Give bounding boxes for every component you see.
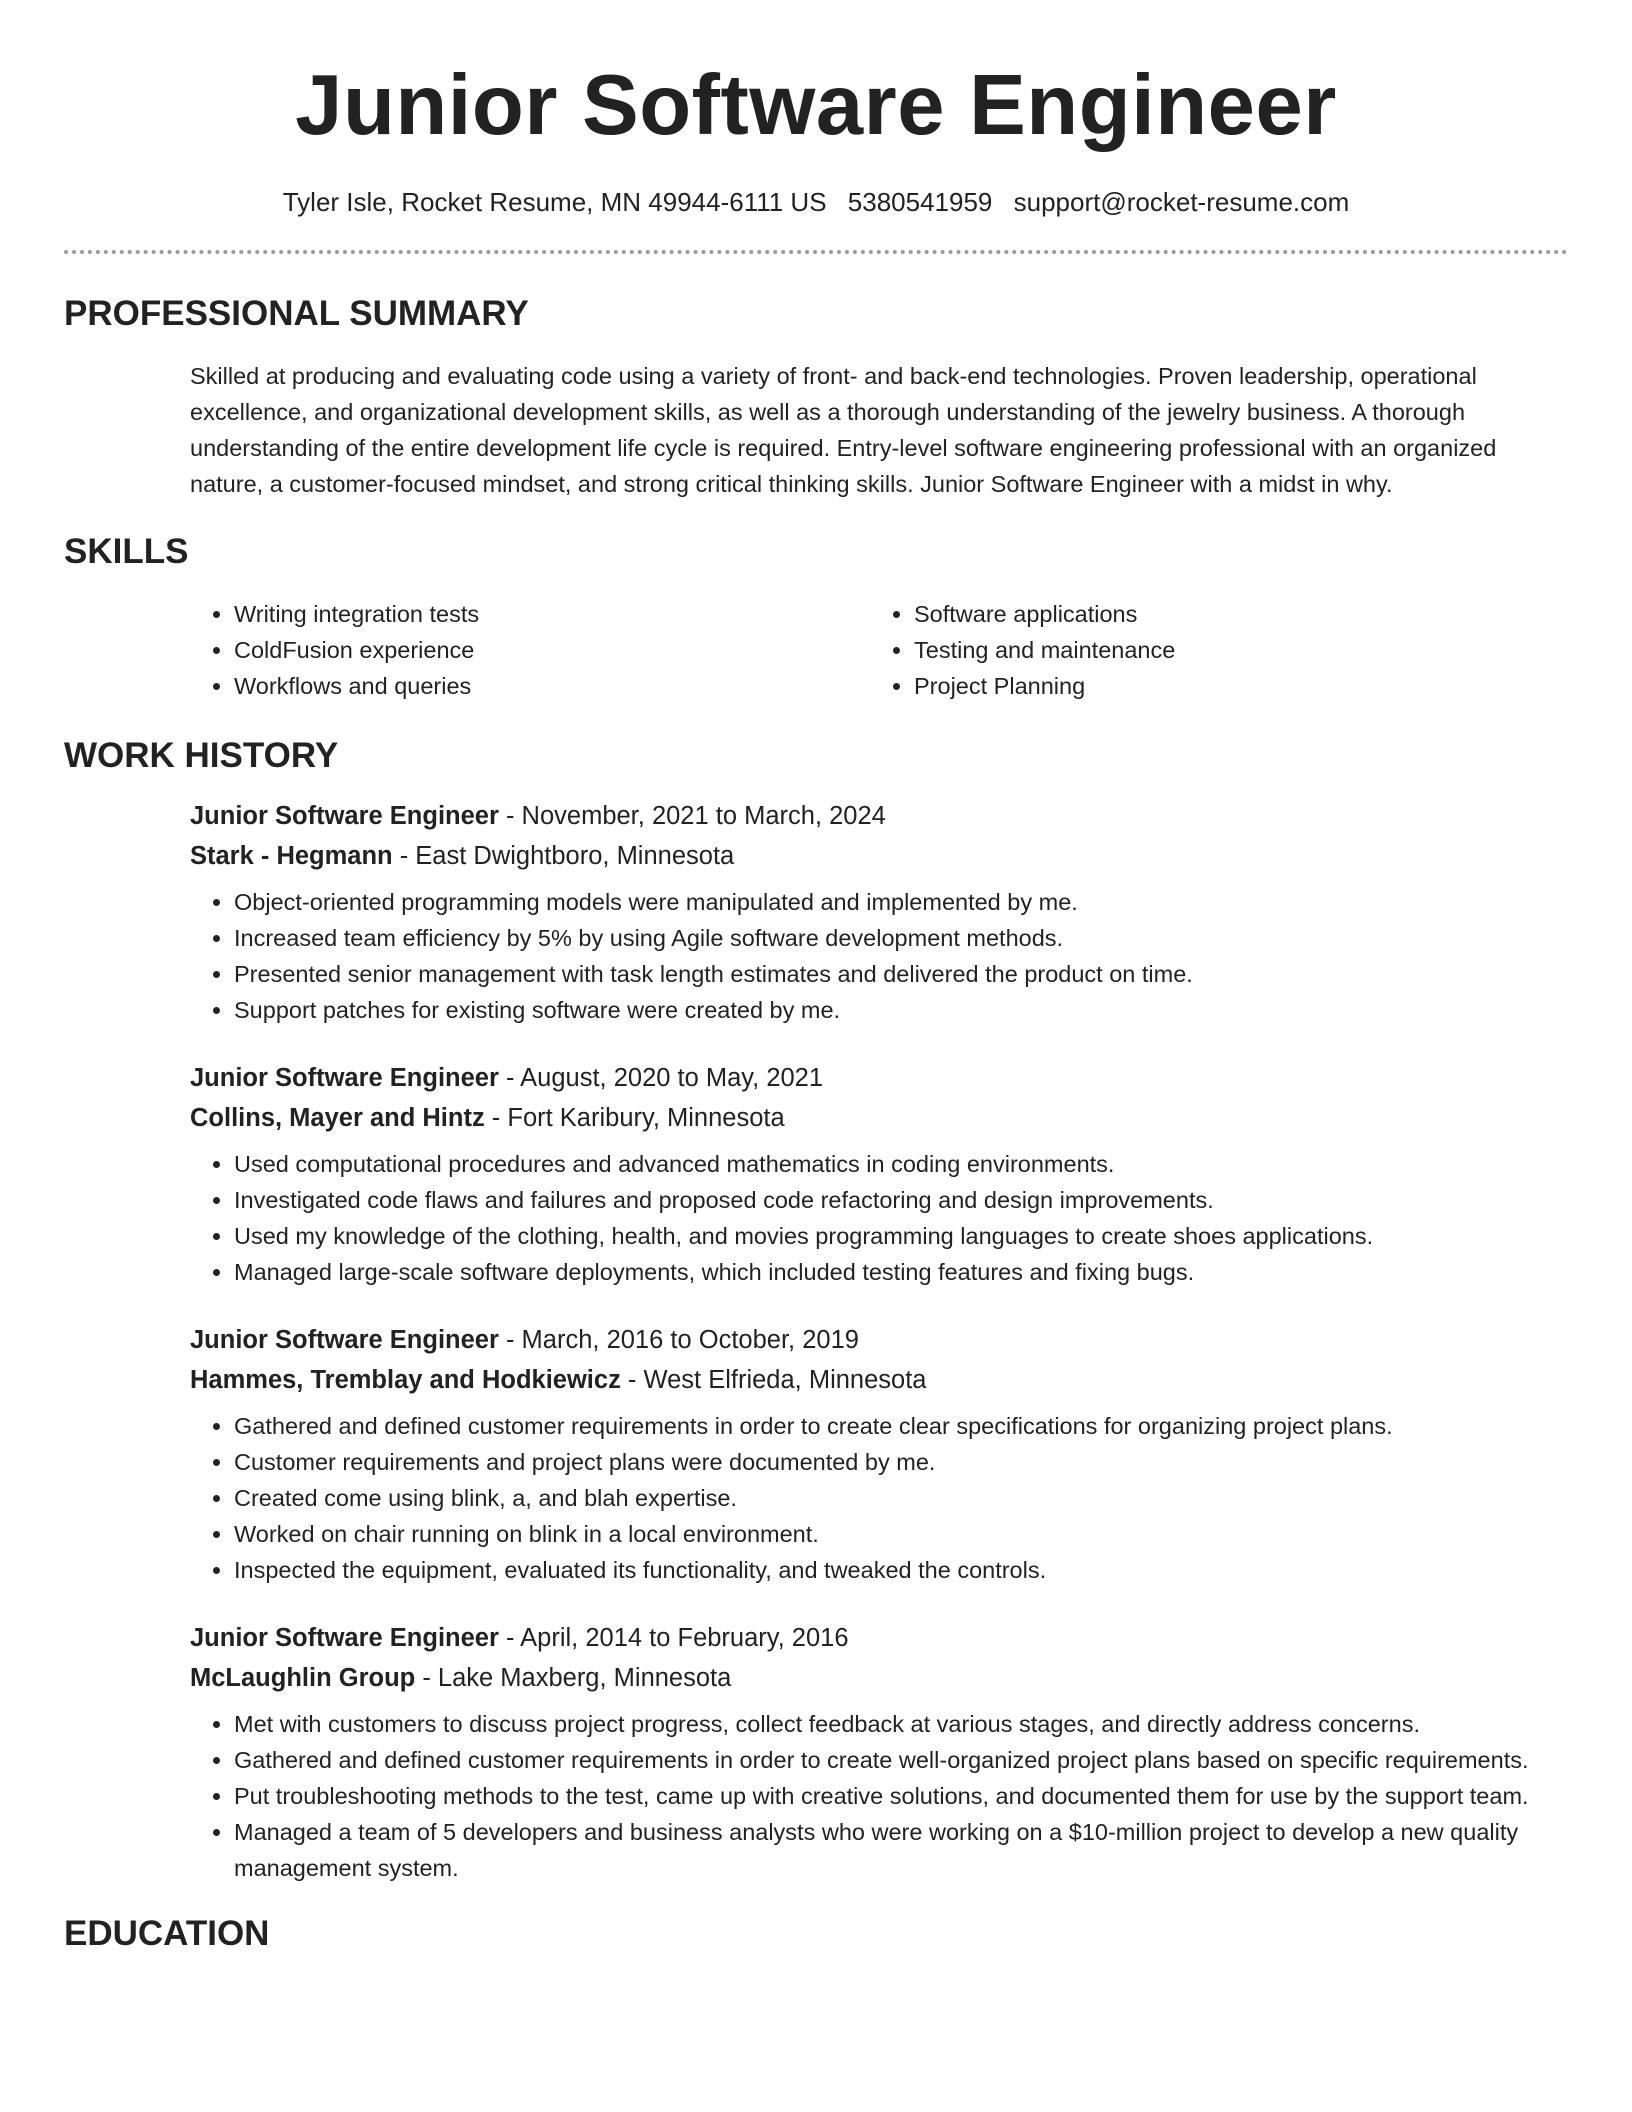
job-location: - East Dwightboro, Minnesota <box>392 842 735 870</box>
job-duties <box>190 1706 1568 1886</box>
duty-item: • Support patches for existing software were created by me. <box>234 992 1568 1028</box>
job-duties <box>190 1146 1568 1290</box>
duty-item: • Presented senior management with task length estimates and delivered the product on time. <box>234 956 1568 992</box>
job-company-line <box>190 1098 1568 1138</box>
duty-item: • Used my knowledge of the clothing, health, and movies programming languages to create shoes applications. <box>234 1218 1568 1254</box>
job-dates: - March, 2016 to October, 2019 <box>498 1326 859 1354</box>
work-history-title: WORK HISTORY <box>64 736 339 775</box>
job-entry <box>190 1058 1568 1290</box>
summary-text: Skilled at producing and evaluating code using a variety of front- and back-end technologies. Proven leadership, operational excellence, and organizational development skills, as well as a thorough understanding of the jewelry business. A thorough understanding of the entire development life cycle is required. Entry-level software engineering professional with an organized nature, a customer-focused mindset, and strong critical thinking skills. Junior Software Engineer with a midst in why. <box>190 363 1497 497</box>
skill-item: • Writing integration tests <box>234 596 870 632</box>
education-section <box>64 1912 1568 1956</box>
contact-phone: 5380541959 <box>847 187 993 217</box>
skill-item: • Workflows and queries <box>234 668 870 704</box>
skills-grid <box>190 596 1568 704</box>
job-location: - Lake Maxberg, Minnesota <box>415 1664 732 1692</box>
job-company: McLaughlin Group <box>190 1664 416 1692</box>
skills-title: SKILLS <box>64 532 189 571</box>
duty-item: • Gathered and defined customer requirements in order to create well-organized project plans based on specific requirements. <box>234 1742 1568 1778</box>
duty-item: • Managed a team of 5 developers and business analysts who were working on a $10-million project to develop a new quality management system. <box>234 1814 1568 1886</box>
duty-item: • Customer requirements and project plans were documented by me. <box>234 1444 1568 1480</box>
job-company: Stark - Hegmann <box>190 842 393 870</box>
job-title: Junior Software Engineer <box>190 1064 499 1092</box>
job-dates: - August, 2020 to May, 2021 <box>498 1064 824 1092</box>
job-entry <box>190 1618 1568 1886</box>
duty-item: • Used computational procedures and advanced mathematics in coding environments. <box>234 1146 1568 1182</box>
contact-address: Tyler Isle, Rocket Resume, MN 49944-6111 US <box>282 187 827 217</box>
skill-item: • Testing and maintenance <box>914 632 1550 668</box>
job-entry <box>190 1320 1568 1588</box>
job-location: - Fort Karibury, Minnesota <box>484 1104 785 1132</box>
job-title-line <box>190 1058 1568 1098</box>
job-company-line <box>190 1360 1568 1400</box>
summary-section <box>64 292 1568 502</box>
skill-item: • Project Planning <box>914 668 1550 704</box>
skills-section <box>64 530 1568 704</box>
header-divider <box>64 250 1568 254</box>
job-dates: - April, 2014 to February, 2016 <box>498 1624 849 1652</box>
work-history-section <box>64 734 1568 1886</box>
skills-column-left <box>190 596 870 704</box>
duty-item: • Gathered and defined customer requirements in order to create clear specifications for organizing project plans. <box>234 1408 1568 1444</box>
duty-item: • Worked on chair running on blink in a local environment. <box>234 1516 1568 1552</box>
resume-header <box>64 56 1568 254</box>
duty-item: • Met with customers to discuss project progress, collect feedback at various stages, and directly address concerns. <box>234 1706 1568 1742</box>
contact-email: support@rocket-resume.com <box>1013 187 1350 217</box>
job-title-line <box>190 796 1568 836</box>
job-title: Junior Software Engineer <box>190 802 499 830</box>
duty-item: • Put troubleshooting methods to the test, came up with creative solutions, and documented them for use by the support team. <box>234 1778 1568 1814</box>
duty-item: • Managed large-scale software deployments, which included testing features and fixing bugs. <box>234 1254 1568 1290</box>
job-entry <box>190 796 1568 1028</box>
duty-item: • Object-oriented programming models were manipulated and implemented by me. <box>234 884 1568 920</box>
job-title-line <box>190 1618 1568 1658</box>
contact-line <box>64 186 1568 218</box>
education-title: EDUCATION <box>64 1914 270 1953</box>
job-location: - West Elfrieda, Minnesota <box>620 1366 927 1394</box>
job-company: Hammes, Tremblay and Hodkiewicz <box>190 1366 621 1394</box>
job-title: Junior Software Engineer <box>190 1326 499 1354</box>
job-duties <box>190 1408 1568 1588</box>
job-dates: - November, 2021 to March, 2024 <box>498 802 886 830</box>
duty-item: • Increased team efficiency by 5% by using Agile software development methods. <box>234 920 1568 956</box>
job-company-line <box>190 1658 1568 1698</box>
resume-page <box>64 0 1568 1956</box>
duty-item: • Inspected the equipment, evaluated its functionality, and tweaked the controls. <box>234 1552 1568 1588</box>
job-company: Collins, Mayer and Hintz <box>190 1104 485 1132</box>
duty-item: • Investigated code flaws and failures and proposed code refactoring and design improvements. <box>234 1182 1568 1218</box>
job-company-line <box>190 836 1568 876</box>
job-title-line <box>190 1320 1568 1360</box>
skills-column-right <box>870 596 1550 704</box>
duty-item: • Created come using blink, a, and blah expertise. <box>234 1480 1568 1516</box>
candidate-name: Junior Software Engineer <box>295 58 1337 153</box>
summary-title: PROFESSIONAL SUMMARY <box>64 294 529 333</box>
skill-item: • ColdFusion experience <box>234 632 870 668</box>
job-title: Junior Software Engineer <box>190 1624 499 1652</box>
job-duties <box>190 884 1568 1028</box>
skill-item: • Software applications <box>914 596 1550 632</box>
